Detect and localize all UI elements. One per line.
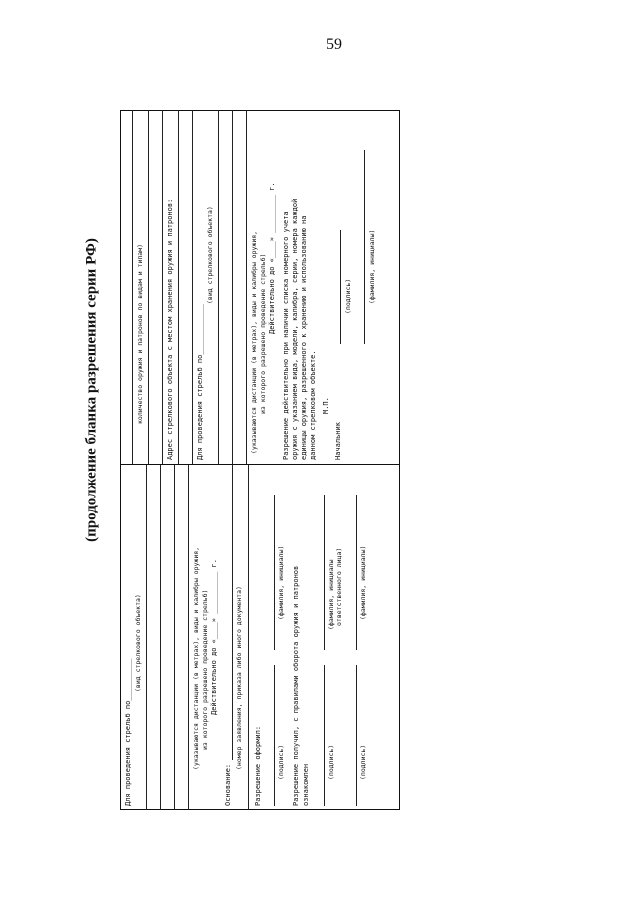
rule <box>160 465 161 810</box>
rule <box>274 495 275 650</box>
rule <box>364 150 365 344</box>
right-quantity: количество оружия и патронов по видам и типам) <box>136 243 144 424</box>
rule <box>324 495 325 650</box>
left-object-kind: (вид стрелкового объекта) <box>134 594 142 692</box>
rule <box>174 465 175 810</box>
right-mp: М.П. <box>322 397 330 414</box>
acquainted: ознакомлен <box>302 763 310 806</box>
rule <box>324 665 325 806</box>
permit-form <box>120 110 400 810</box>
right-signature: (подпись) <box>344 278 352 314</box>
left-resp-person: ответственного лица) <box>335 547 343 626</box>
rule <box>148 110 149 464</box>
right-distances-1: (указываются дистанции (в метрах), виды и калибры оружия, <box>250 230 258 454</box>
basis-hint: (номер заявления, приказа либо иного документа) <box>235 586 243 770</box>
right-note-2: оружия с указанием вида, модели, калибра, серии, номера каждой <box>291 198 299 460</box>
left-valid-until: Действительно до «____» __________ г. <box>210 559 218 715</box>
rule <box>178 110 179 464</box>
right-shooting-for: Для проведения стрельб по____________ <box>196 304 204 460</box>
left-distances-1: (указываются дистанции (в метрах), виды и калибры оружия, <box>192 546 200 770</box>
left-column <box>120 465 400 810</box>
rule <box>340 230 341 344</box>
page-number: 59 <box>326 36 342 53</box>
rule <box>188 465 189 810</box>
left-signature-2: (подпись) <box>327 744 335 780</box>
rule <box>162 110 163 464</box>
right-column <box>120 110 400 464</box>
right-name-initials: (фамилия, инициалы) <box>368 229 376 304</box>
rule <box>246 110 247 464</box>
rule <box>146 465 147 810</box>
right-address: Адрес стрелкового объекта с местом хранения оружия и патронов: <box>166 198 174 460</box>
rule <box>192 110 193 464</box>
left-name-initials-3: (фамилия, инициалы) <box>359 545 367 620</box>
rule <box>132 110 133 464</box>
form-caption-text: (продолжение бланка разрешения серии РФ) <box>83 238 100 542</box>
right-note-4: данном стрелковом объекте. <box>309 350 317 460</box>
rule <box>232 465 233 760</box>
right-object-kind: (вид стрелкового объекта) <box>206 206 214 304</box>
left-name-initials-resp: (фамилия, инициалы <box>327 559 335 630</box>
right-chief: Начальник <box>334 422 342 460</box>
rule <box>218 110 219 464</box>
rule <box>248 465 249 810</box>
right-valid-until: Действительно до «____» _________ г. <box>268 182 276 334</box>
left-name-initials: (фамилия, инициалы) <box>277 545 285 620</box>
right-note-1: Разрешение действительно при наличии списка номерного учета <box>282 211 290 460</box>
left-shooting-for: Для проведения стрельб по__________ <box>124 658 132 806</box>
rule <box>232 110 233 464</box>
rule <box>356 665 357 806</box>
right-note-3: единицы оружия, разрешенного к хранению и использованию на <box>300 215 308 460</box>
right-distances-2: из которого разрешено проведение стрельб) <box>259 253 267 414</box>
issued-by: Разрешение оформил: <box>254 725 262 806</box>
received: Разрешение получил, с правилами оборота оружия и патронов <box>292 565 300 806</box>
rule <box>274 665 275 806</box>
left-distances-2: из которого разрешено проведение стрельб) <box>201 589 209 750</box>
basis-label: Основание: <box>224 763 232 806</box>
left-signature: (подпись) <box>277 744 285 780</box>
rule <box>356 495 357 650</box>
left-signature-3: (подпись) <box>359 744 367 780</box>
